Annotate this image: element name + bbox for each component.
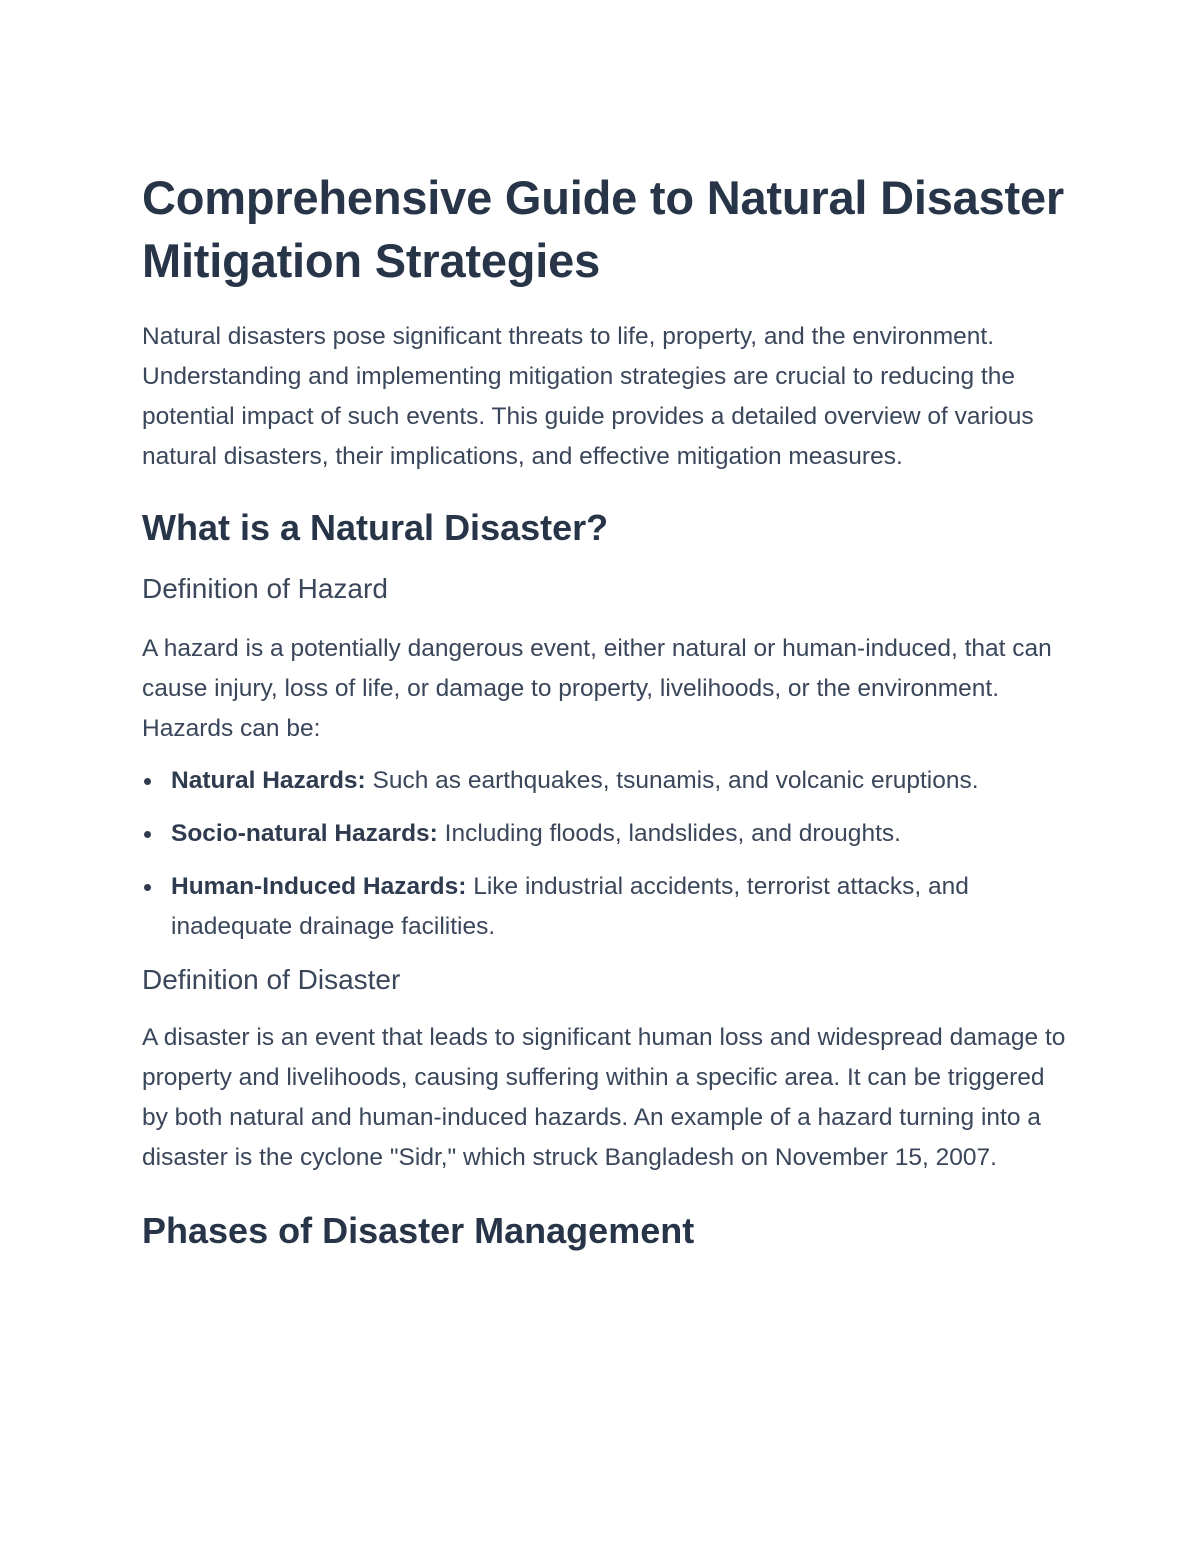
document-title: Comprehensive Guide to Natural Disaster Mitigation Strategies xyxy=(142,171,1065,287)
hazard-list xyxy=(142,761,1067,947)
bullet-icon xyxy=(144,884,151,891)
list-item xyxy=(142,814,1067,854)
list-item xyxy=(142,761,1067,801)
list-item-term: Human-Induced Hazards: xyxy=(171,873,467,900)
bullet-icon xyxy=(144,778,151,785)
document-page xyxy=(142,166,1067,1256)
list-item xyxy=(142,867,1067,947)
bullet-icon xyxy=(144,831,151,838)
intro-paragraph: Natural disasters pose significant threats to life, property, and the environment. Understanding and implementing mitigation strategies are crucial to reducing the potential impact of such events. This guide provides a detailed overview of various natural disasters, their implications, and effective mitigation measures. xyxy=(142,323,1034,470)
list-item-term: Socio-natural Hazards: xyxy=(171,820,438,847)
list-item-text: Like industrial accidents, terrorist attacks, and inadequate drainage facilities. xyxy=(171,873,969,940)
list-item-text: Such as earthquakes, tsunamis, and volcanic eruptions. xyxy=(365,767,979,794)
hazard-paragraph: A hazard is a potentially dangerous event, either natural or human-induced, that can cause injury, loss of life, or damage to property, livelihoods, or the environment. Hazards can be: xyxy=(142,635,1052,742)
list-item-text: Including floods, landslides, and droughts. xyxy=(437,820,901,847)
subheading-definition-of-disaster: Definition of Disaster xyxy=(142,964,401,995)
subheading-definition-of-hazard: Definition of Hazard xyxy=(142,573,388,604)
section-heading-phases: Phases of Disaster Management xyxy=(142,1210,695,1251)
list-item-term: Natural Hazards: xyxy=(171,767,366,794)
section-heading-natural-disaster: What is a Natural Disaster? xyxy=(142,507,609,548)
disaster-paragraph: A disaster is an event that leads to significant human loss and widespread damage to property and livelihoods, causing suffering within a specific area. It can be triggered by both natural and human-induced hazards. An example of a hazard turning into a disaster is the cyclone "Sidr," which struck Bangladesh on November 15, 2007. xyxy=(142,1024,1066,1171)
